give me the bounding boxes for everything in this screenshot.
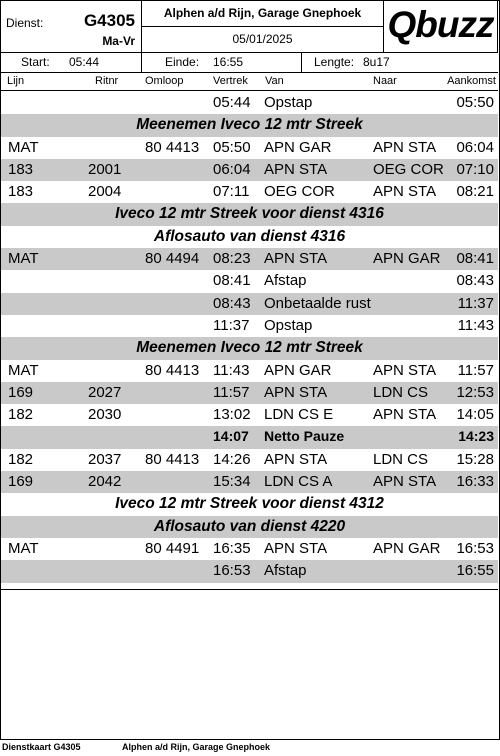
schedule-table (1, 92, 498, 583)
cell-lijn: 169 (8, 473, 34, 491)
qbuzz-logo (384, 1, 498, 53)
cell-naar: APN STA (373, 473, 437, 491)
cell-lijn: 182 (8, 406, 34, 424)
table-end-rule (1, 589, 498, 590)
length-value: 8u17 (363, 55, 390, 69)
cell-vertrek: 05:44 (213, 94, 251, 111)
cell-van: APN GAR (264, 361, 332, 379)
cell-van: APN STA (264, 450, 328, 468)
cell-aankomst: 14:23 (458, 428, 494, 445)
col-lijn: Lijn (7, 75, 25, 87)
end-label: Einde: (165, 55, 200, 69)
cell-aankomst: 11:57 (457, 361, 494, 379)
cell-van: APN GAR (264, 138, 332, 156)
table-row (1, 560, 498, 582)
duty-label: Dienst: (6, 16, 44, 30)
start-value: 05:44 (69, 55, 100, 69)
end-time (142, 53, 302, 72)
section-title: Meenemen Iveco 12 mtr Streek (136, 339, 363, 357)
cell-aankomst: 16:53 (456, 539, 494, 557)
cell-van: APN STA (264, 160, 328, 178)
col-ritnr: Ritnr (95, 75, 119, 87)
table-row (1, 159, 498, 181)
cell-van: APN STA (264, 383, 328, 401)
pause-row (1, 426, 498, 448)
cell-van: Opstap (264, 94, 313, 111)
cell-van: Afstap (264, 562, 307, 580)
cell-aankomst: 05:50 (456, 94, 494, 111)
section-title: Aflosauto van dienst 4220 (153, 517, 346, 535)
cell-van: APN STA (264, 539, 328, 557)
cell-vertrek: 07:11 (213, 183, 250, 201)
table-row (1, 181, 498, 203)
cell-naar: APN STA (373, 406, 437, 424)
cell-vertrek: 14:26 (213, 450, 251, 468)
cell-vertrek: 06:04 (213, 160, 251, 178)
cell-naar: APN STA (373, 183, 437, 201)
cell-aankomst: 06:04 (456, 138, 494, 156)
cell-aankomst: 07:10 (456, 160, 494, 178)
cell-lijn: MAT (8, 138, 39, 156)
cell-ritnr: 2037 (88, 450, 122, 468)
duty-length (302, 53, 498, 72)
table-row (1, 92, 498, 114)
cell-aankomst: 14:05 (456, 406, 494, 424)
card-header (1, 1, 498, 53)
start-label: Start: (21, 55, 50, 69)
cell-ritnr: 2030 (88, 406, 122, 424)
table-row (1, 270, 498, 292)
cell-vertrek: 08:43 (213, 294, 251, 312)
cell-van: Onbetaalde rust (264, 294, 371, 312)
cell-vertrek: 16:53 (213, 562, 251, 580)
start-time (1, 53, 142, 72)
garage-name: Alphen a/d Rijn, Garage Gnephoek (142, 1, 384, 27)
cell-lijn: MAT (8, 539, 39, 557)
table-row (1, 137, 498, 159)
table-row (1, 382, 498, 404)
cell-vertrek: 16:35 (213, 539, 251, 557)
times-row (1, 53, 498, 73)
section-title: Iveco 12 mtr Streek voor dienst 4316 (115, 205, 384, 223)
cell-lijn: 182 (8, 450, 34, 468)
cell-aankomst: 11:43 (457, 316, 494, 334)
cell-lijn: MAT (8, 250, 39, 268)
cell-vertrek: 14:07 (213, 428, 249, 445)
cell-aankomst: 16:33 (456, 473, 494, 491)
cell-aankomst: 08:21 (456, 183, 494, 201)
cell-naar: LDN CS (373, 383, 429, 401)
cell-vertrek: 13:02 (213, 406, 251, 424)
cell-van: Opstap (264, 316, 313, 334)
cell-omloop: 80 4413 (145, 138, 200, 156)
col-vertrek: Vertrek (213, 75, 248, 87)
cell-van: LDN CS E (264, 406, 334, 424)
table-row (1, 315, 498, 337)
cell-ritnr: 2001 (88, 160, 122, 178)
cell-ritnr: 2042 (88, 473, 122, 491)
cell-aankomst: 12:53 (456, 383, 494, 401)
table-row (1, 449, 498, 471)
cell-aankomst: 08:43 (456, 272, 494, 290)
section-title-row (1, 114, 498, 136)
section-title: Aflosauto van dienst 4316 (153, 227, 346, 245)
table-row (1, 293, 498, 315)
cell-aankomst: 15:28 (456, 450, 494, 468)
section-title: Iveco 12 mtr Streek voor dienst 4312 (115, 495, 384, 513)
footer-duty: Dienstkaart G4305 (2, 742, 81, 752)
duty-days: Ma-Vr (102, 34, 135, 48)
cell-omloop: 80 4491 (145, 539, 200, 557)
cell-lijn: 183 (8, 160, 34, 178)
section-title-row (1, 203, 498, 225)
section-title-row (1, 516, 498, 538)
cell-omloop: 80 4413 (145, 450, 200, 468)
section-title-row (1, 493, 498, 515)
cell-vertrek: 08:41 (213, 272, 251, 290)
table-row (1, 360, 498, 382)
cell-van: OEG COR (264, 183, 335, 201)
cell-aankomst: 11:37 (457, 294, 494, 312)
table-row (1, 538, 498, 560)
col-omloop: Omloop (145, 75, 184, 87)
section-title: Meenemen Iveco 12 mtr Streek (136, 116, 363, 134)
cell-naar: APN STA (373, 361, 437, 379)
length-label: Lengte: (314, 55, 355, 69)
table-row (1, 404, 498, 426)
cell-vertrek: 11:57 (213, 383, 250, 401)
cell-aankomst: 16:55 (456, 562, 494, 580)
cell-naar: LDN CS (373, 450, 429, 468)
section-title-row (1, 337, 498, 359)
cell-naar: APN GAR (373, 250, 441, 268)
cell-aankomst: 08:41 (456, 250, 494, 268)
cell-ritnr: 2027 (88, 383, 122, 401)
table-row (1, 248, 498, 270)
duty-code: G4305 (83, 11, 135, 30)
table-row (1, 471, 498, 493)
cell-naar: OEG COR (373, 160, 444, 178)
duty-id-box (1, 1, 142, 53)
cell-vertrek: 08:23 (213, 250, 251, 268)
end-value: 16:55 (213, 55, 244, 69)
cell-vertrek: 11:43 (213, 361, 250, 379)
cell-van: APN STA (264, 250, 328, 268)
cell-vertrek: 11:37 (213, 316, 250, 334)
section-title-row (1, 226, 498, 248)
column-header-row (1, 73, 498, 91)
cell-van: Afstap (264, 272, 307, 290)
cell-naar: APN GAR (373, 539, 441, 557)
duty-date: 05/01/2025 (142, 27, 384, 53)
cell-naar: APN STA (373, 138, 437, 156)
cell-omloop: 80 4413 (145, 361, 200, 379)
cell-van: Netto Pauze (264, 428, 345, 445)
col-van: Van (265, 75, 284, 87)
col-aankomst: Aankomst (447, 75, 496, 87)
cell-omloop: 80 4494 (145, 250, 200, 268)
col-naar: Naar (373, 75, 397, 87)
logo-text: Qbuzz (387, 4, 494, 45)
cell-ritnr: 2004 (88, 183, 122, 201)
cell-lijn: MAT (8, 361, 39, 379)
footer-garage: Alphen a/d Rijn, Garage Gnephoek (122, 742, 271, 752)
cell-lijn: 169 (8, 383, 34, 401)
cell-lijn: 183 (8, 183, 34, 201)
cell-vertrek: 05:50 (213, 138, 251, 156)
cell-van: LDN CS A (264, 473, 333, 491)
cell-vertrek: 15:34 (213, 473, 251, 491)
